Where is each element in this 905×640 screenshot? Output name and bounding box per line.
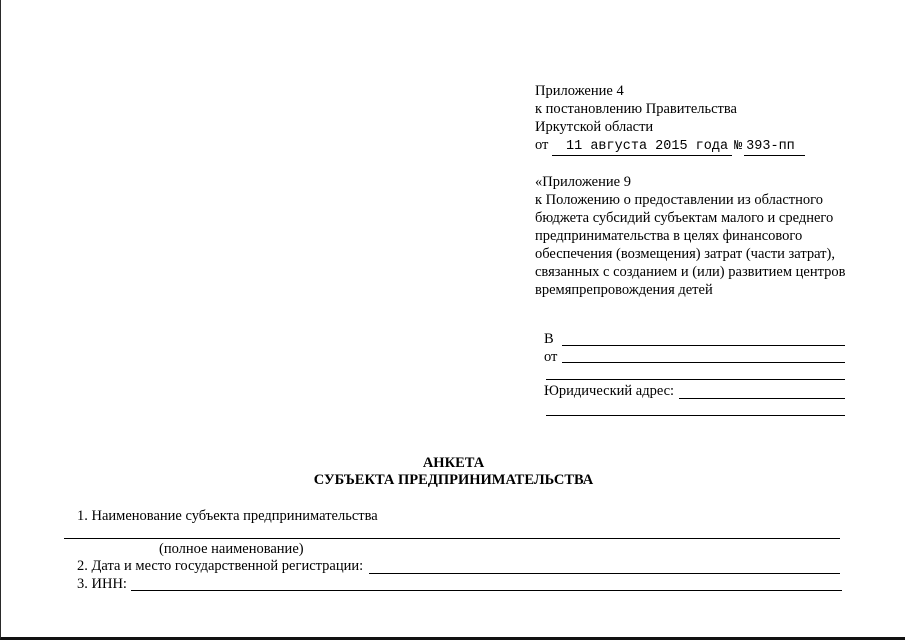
appendix9-line1: «Приложение 9 <box>535 174 631 190</box>
date-prefix: от <box>535 137 549 153</box>
field-3-line <box>131 590 842 591</box>
addressee-from-line <box>562 362 845 363</box>
field-2-line <box>369 573 840 574</box>
appendix9-line3: бюджета субсидий субъектам малого и среднего <box>535 210 834 226</box>
appendix4-line2: к постановлению Правительства <box>535 101 737 117</box>
appendix9-line5: обеспечения (возмещения) затрат (части затрат), <box>535 246 835 262</box>
appendix9-line6: связанных с созданием и (или) развитием центров <box>535 264 846 280</box>
addressee-to-label: В <box>544 331 554 347</box>
field-1-hint: (полное наименование) <box>159 541 304 557</box>
appendix9-line4: предпринимательства в целях финансового <box>535 228 803 244</box>
appendix4-line3: Иркутской области <box>535 119 654 135</box>
appendix4-line1: Приложение 4 <box>535 83 624 99</box>
appendix9-line7: времяпрепровождения детей <box>535 282 713 298</box>
addressee-to-line <box>562 345 845 346</box>
legal-address-line <box>679 398 845 399</box>
form-title-line2: СУБЪЕКТА ПРЕДПРИНИМАТЕЛЬСТВА <box>313 472 594 488</box>
field-1-line <box>64 538 840 539</box>
addressee-extra-line <box>546 379 845 380</box>
form-title-line1: АНКЕТА <box>422 455 485 471</box>
appendix4-date-row <box>535 137 805 156</box>
appendix9-line2: к Положению о предоставлении из областного <box>535 192 823 208</box>
field-3-label: 3. ИНН: <box>77 576 127 592</box>
addressee-from-label: от <box>544 349 558 365</box>
field-1-label: 1. Наименование субъекта предпринимательства <box>77 508 378 524</box>
legal-address-label: Юридический адрес: <box>544 383 675 399</box>
number-sign: № <box>734 139 743 154</box>
number-value: 393-пп <box>744 138 805 156</box>
date-value: 11 августа 2015 года <box>552 138 732 156</box>
legal-address-extra-line <box>546 415 845 416</box>
field-2-label: 2. Дата и место государственной регистрации: <box>77 558 364 574</box>
